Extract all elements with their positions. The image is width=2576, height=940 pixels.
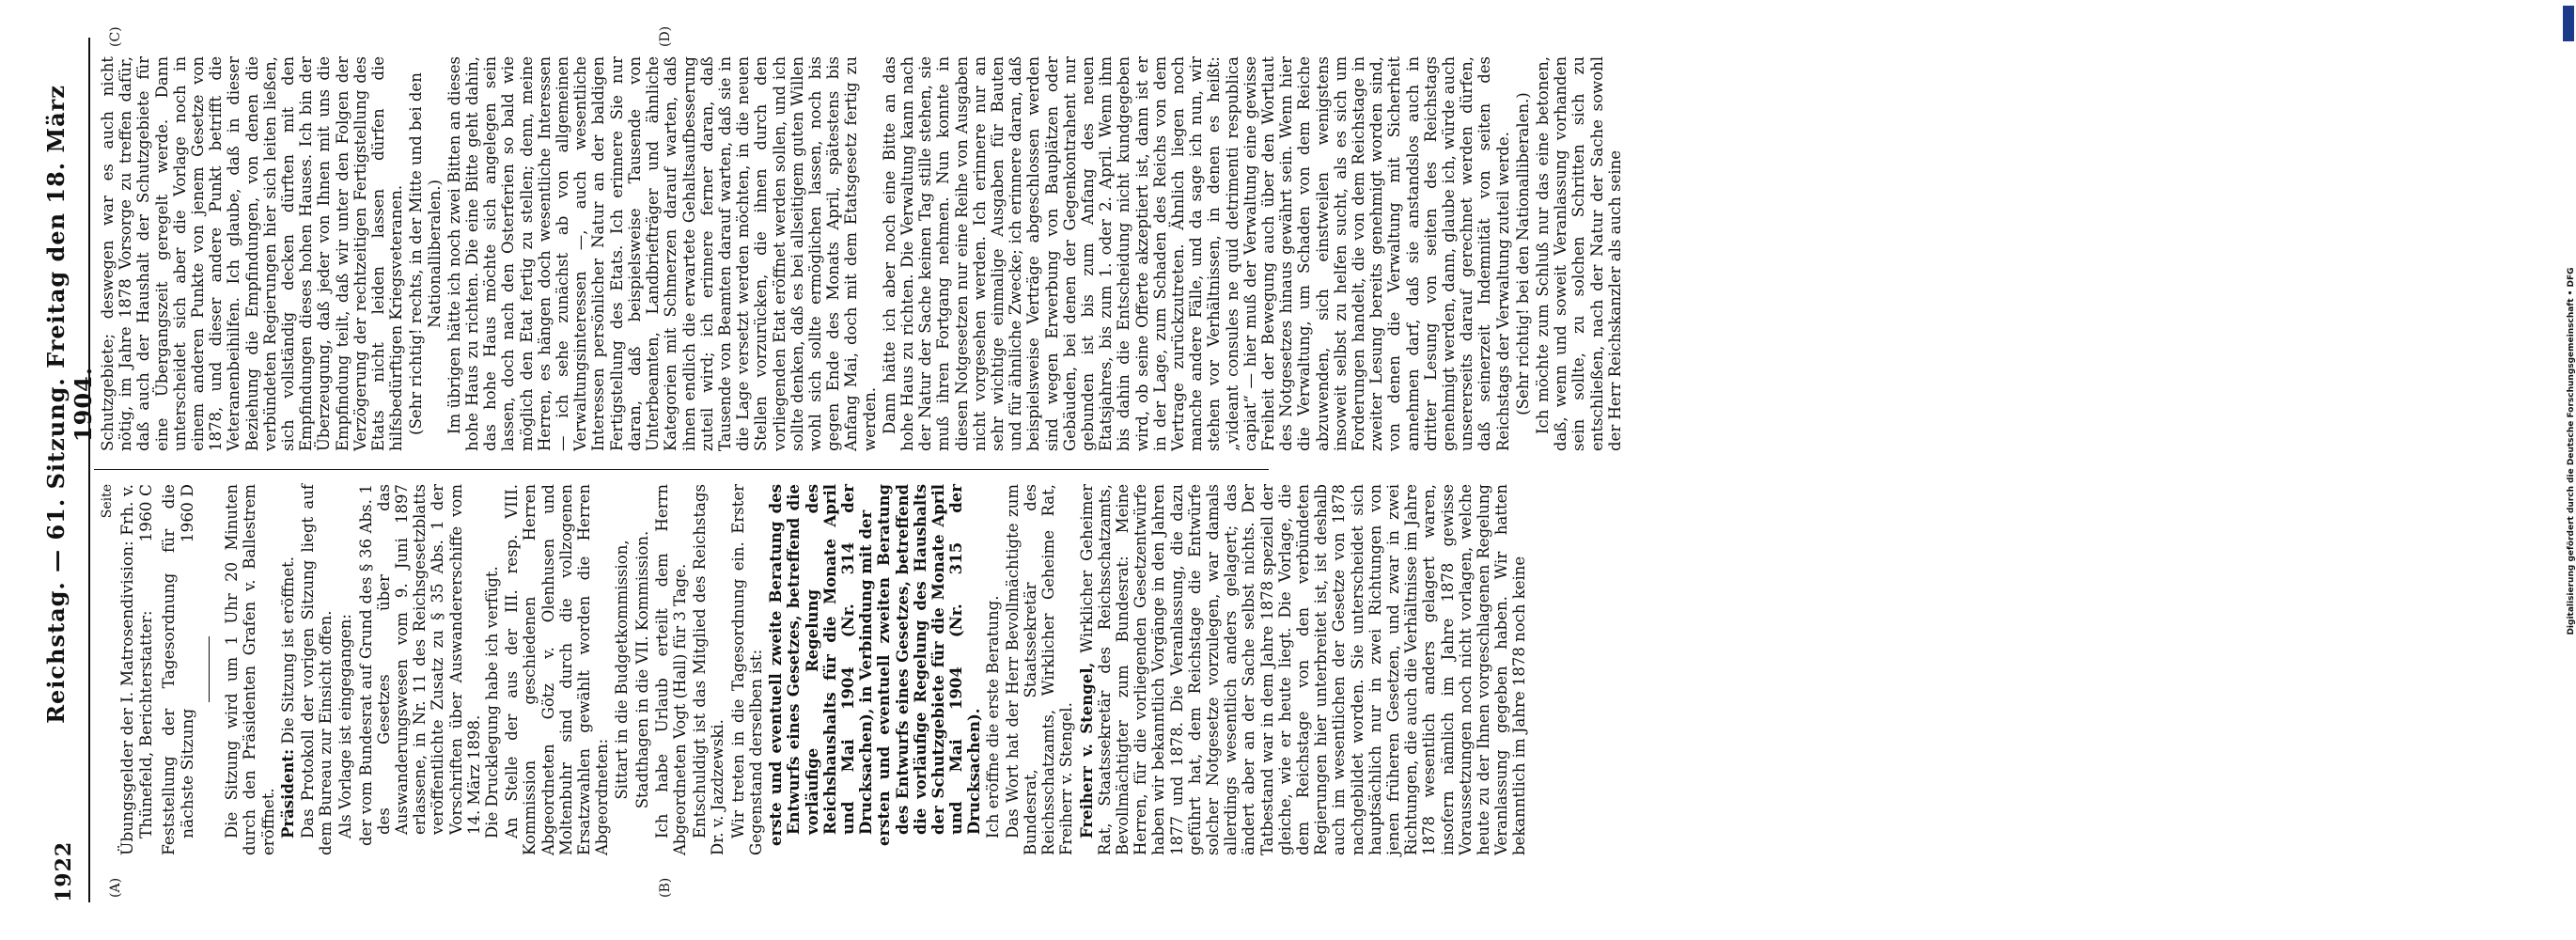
paragraph: Das Protokoll der vorigen Sitzung liegt auf dem Bureau zur Einsicht offen. — [299, 484, 336, 855]
left-column — [99, 484, 1531, 855]
header-rule — [88, 38, 90, 902]
margin-mark-c: (C) — [108, 26, 123, 47]
paragraph: Die Drucklegung habe ich verfügt. — [483, 566, 502, 838]
margin-mark-b: (B) — [658, 877, 673, 898]
section-rule — [209, 637, 210, 703]
toc-text: Feststellung der Tagesordnung für die nächste Sitzung — [160, 484, 198, 855]
paragraph: Im übrigen hätte ich noch zwei Bitten an dieses hohe Haus zu richten. Die eine Bitte geht dahin, das hohe Haus möchte sich angelegen sein lassen, doch nach den Osterferien so bald wie möglich den Etat fertig zu stellen; denn, meine Herren, es hängen doch wesentliche Interessen — ich sehe zunächst ab von allgemeinen Verwaltungsinteressen —, auch wesentliche Interessen persönlicher Natur an der baldigen Fertigstellung des Etats. Ich erinnere Sie nur daran, daß beispielsweise Tausende von Unterbeamten, Landbriefträger und ähnliche Kategorien mit Schmerzen darauf warten, daß ihnen endlich die erwartete Gehaltsaufbesserung zuteil wird; ich erinnere ferner daran, daß Tausende von Beamten darauf warten, daß sie in die Lage versetzt werden möchten, in die neuen Stellen vorzurücken, die ihnen durch den vorliegenden Etat eröffnet werden sollen, und ich sollte denken, daß es bei allseitigem guten Willen wohl sich sollte ermöglichen lassen, noch bis gegen Ende des Monats April, spätestens bis Anfang Mai, doch mit dem Etatsgesetz fertig zu werden. — [445, 56, 879, 451]
paragraph: Ich habe Urlaub erteilt dem Herrn Abgeordneten Vogt (Hall) für 3 Tage. — [652, 484, 690, 855]
speech-text: Wirklicher Geheimer Rat, Staatssekretär des Reichsschatzamts, Bevollmächtigter zum Bundesrat: Meine Herren, für die vorliegenden Gesetzentwürfe haben wir bekanntlich Vorgänge in den Jahren 1877 und 1878. Die Veranlassung, die dazu geführt hat, dem Reichstage die Entwürfe solcher Notgesetze vorzulegen, war damals allerdings wesentlich anders gelagert; das ändert aber an der Sache selbst nichts. Der Tatbestand war in dem Jahre 1878 speziell der gleiche, wie er heute liegt. Die Vorlage, die dem Reichstage von den verbündeten Regierungen hier unterbreitet ist, ist deshalb auch im wesentlichen der Gesetze von 1878 nachgebildet worden. Sie unterscheidet sich hauptsächlich nur in zwei Richtungen von jenen früheren Gesetzen, und zwar in zwei Richtungen, die auch die Verhältnisse im Jahre 1878 wesentlich anders gelagert waren, insofern nämlich im Jahre 1878 gewisse Voraussetzungen noch nicht vorlagen, welche heute zu der Ihnen vorgeschlagenen Regelung Veranlassung gegeben haben. Wir hatten bekanntlich im Jahre 1878 noch keine — [1077, 484, 1529, 855]
paragraph: der vom Bundesrat auf Grund des § 36 Abs. 1 des Gesetzes über das Auswanderungswesen vom 9. Juni 1897 erlassene, in Nr. 11 des Reichsgesetzblatts veröffentlichte Zusatz zu § 35 Abs. 1 der Vorschriften über Auswandererschiffe vom 14. März 1898. — [356, 484, 483, 846]
margin-mark-d: (D) — [658, 25, 673, 47]
toc-item — [160, 484, 197, 855]
margin-mark-a: (A) — [108, 877, 123, 898]
speaker-label: Freiherr v. Stengel, — [1077, 662, 1096, 838]
paragraph: Ich eröffne die erste Beratung. — [983, 595, 1002, 838]
president-statement — [279, 484, 297, 855]
speech — [1078, 484, 1529, 855]
agenda-item: ersten und eventuell zweiten Beratung des Entwurfs eines Gesetzes, betreffend die vorläufige Regelung des Haushalts der Schutzgebiete für die Monate April und Mai 1904 (Nr. 315 der Drucksachen). — [875, 484, 984, 846]
seite-label: Seite — [100, 484, 115, 519]
dfg-credit: Digitalisierung gefördert durch die Deutsche Forschungsgemeinschaft • DFG — [2567, 267, 2576, 635]
paragraph: Das Wort hat der Herr Bevollmächtigte zum Bundesrat, Staatssekretär des Reichsschatzamts, Wirklicher Geheime Rat, Freiherr v. Stengel. — [1003, 484, 1076, 855]
paragraph: Stadthagen in die VII. Kommission. — [632, 530, 651, 809]
toc-page: 1960 C — [137, 484, 157, 542]
paragraph: Wir treten in die Tagesordnung ein. Erster Gegenstand derselben ist: — [728, 484, 765, 855]
applause-note: (Sehr richtig! bei den Nationalliberalen.) — [1513, 92, 1532, 415]
paragraph: Schutzgebiete; deswegen war es auch nicht nötig, im Jahre 1878 Vorsorge zu treffen dafür, daß auch der Haushalt der Schutzgebiete für eine Übergangszeit geregelt werde. Dann unterscheidet sich aber die Vorlage noch in einem anderen Punkte von jenem Gesetze von 1878, und dieser andere Punkt betrifft die Veteranenbeihilfen. Ich glaube, daß in dieser Beziehung die Empfindungen, von denen die verbündeten Regierungen hier sich leiten ließen, sich vollständig decken dürften mit den Empfindungen dieses hohen Hauses. Ich bin der Überzeugung, daß jeder von Ihnen mit uns die Empfindung teilt, daß wir unter den Folgen der Verzögerung der rechtzeitigen Fertigstellung des Etats nicht leiden lassen dürfen die hilfsbedürftigen Kriegsveteranen. — [99, 56, 406, 451]
paragraph: Entschuldigt ist das Mitglied des Reichstags Dr. v. Jazdzewski. — [691, 484, 727, 855]
column-divider — [94, 469, 1269, 470]
page-header — [0, 0, 97, 940]
page-number: 1922 — [52, 840, 76, 902]
paragraph: Als Vorlage ist eingegangen: — [336, 614, 355, 838]
toc-item — [118, 484, 156, 855]
running-title: Reichstag. — 61. Sitzung. Freitag den 18. März 1904. — [42, 85, 97, 724]
agenda-item: erste und eventuell zweite Beratung des Entwurfs eines Gesetzes, betreffend die vorläufige Regelung des Reichshaushalts für die Monate April und Mai 1904 (Nr. 314 der Drucksachen), in Verbindung mit der — [767, 484, 876, 846]
right-column — [99, 56, 1626, 451]
speaker-label: Präsident: — [278, 748, 297, 838]
paragraph: Ich möchte zum Schluß nur das eine betonen, daß, wenn und soweit Veranlassung vorhanden sein sollte, zu solchen Schritten sich zu entschließen, nach der Natur der Sache sowohl der Herr Reichskanzler als auch seine — [1534, 56, 1624, 451]
applause-note: (Sehr richtig! rechts, in der Mitte und bei den Nationalliberalen.) — [407, 72, 444, 435]
paragraph: Dann hätte ich aber noch eine Bitte an das hohe Haus zu richten. Die Verwaltung kann nach der Natur der Sache keinen Tag stille stehen, sie muß ihren Fortgang nehmen. Nun konnte in diesen Notgesetzen nur eine Reihe von Ausgaben nicht vorgesehen werden. Ich erinnere nur an sehr wichtige einmalige Ausgaben für Bauten und für ähnliche Zwecke; ich erinnere daran, daß beispielsweise Verträge abgeschlossen werden sind wegen Erwerbung von Bauplätzen oder Gebäuden, bei denen der Gegenkontrahent nur gebunden ist bis zum Anfang des neuen Etatsjahres, bis zum 1. oder 2. April. Wenn ihm bis dahin die Entscheidung nicht kundgegeben wird, ob seine Offerte akzeptiert ist, dann ist er in der Lage, zum Schaden des Reichs von dem Vertrage zurückzutreten. Ähnlich liegen noch manche andere Fälle, und da sage ich nun, wir stehen vor Verhältnissen, in denen es heißt: „videant consules ne quid detrimenti respublica capiat“ — hier muß der Verwaltung eine gewisse Freiheit der Bewegung auch über den Wortlaut des Notgesetzes hinaus gewährt sein. Wenn hier die Verwaltung, um Schaden von dem Reiche abzuwenden, sich einstweilen wenigstens insoweit selbst zu helfen sucht, als es sich um Forderungen handelt, die von dem Reichstage in zweiter Lesung bereits genehmigt worden sind, von denen die Verwaltung mit Sicherheit annehmen darf, daß sie anstandslos auch in dritter Lesung von seiten des Reichstags genehmigt werden, dann, glaube ich, würde auch unsererseits darauf gerechnet werden dürfen, daß seinerzeit Indemnität von seiten des Reichstags der Verwaltung zuteil werde. — [880, 56, 1512, 451]
opening-paragraph: Die Sitzung wird um 1 Uhr 20 Minuten durch den Präsidenten Grafen v. Ballestrem eröffnet. — [223, 484, 277, 855]
paragraph: Sittart in die Budgetkommission, — [613, 540, 632, 800]
paragraph: An Stelle der aus der III. resp. VIII. Kommission geschiedenen Herren Abgeordneten Götz v. Olenhusen und Moltenbuhr sind durch die vollzogenen Ersatzwahlen gewählt worden die Herren Abgeordneten: — [503, 484, 612, 855]
statement-text: Die Sitzung ist eröffnet. — [278, 556, 297, 744]
toc-page: 1960 D — [179, 484, 198, 543]
dfg-logo — [2563, 6, 2574, 41]
toc-text: Übungsgelder der I. Matrosendivision: Frh. v. Thünefeld, Berichterstatter: — [118, 484, 157, 855]
